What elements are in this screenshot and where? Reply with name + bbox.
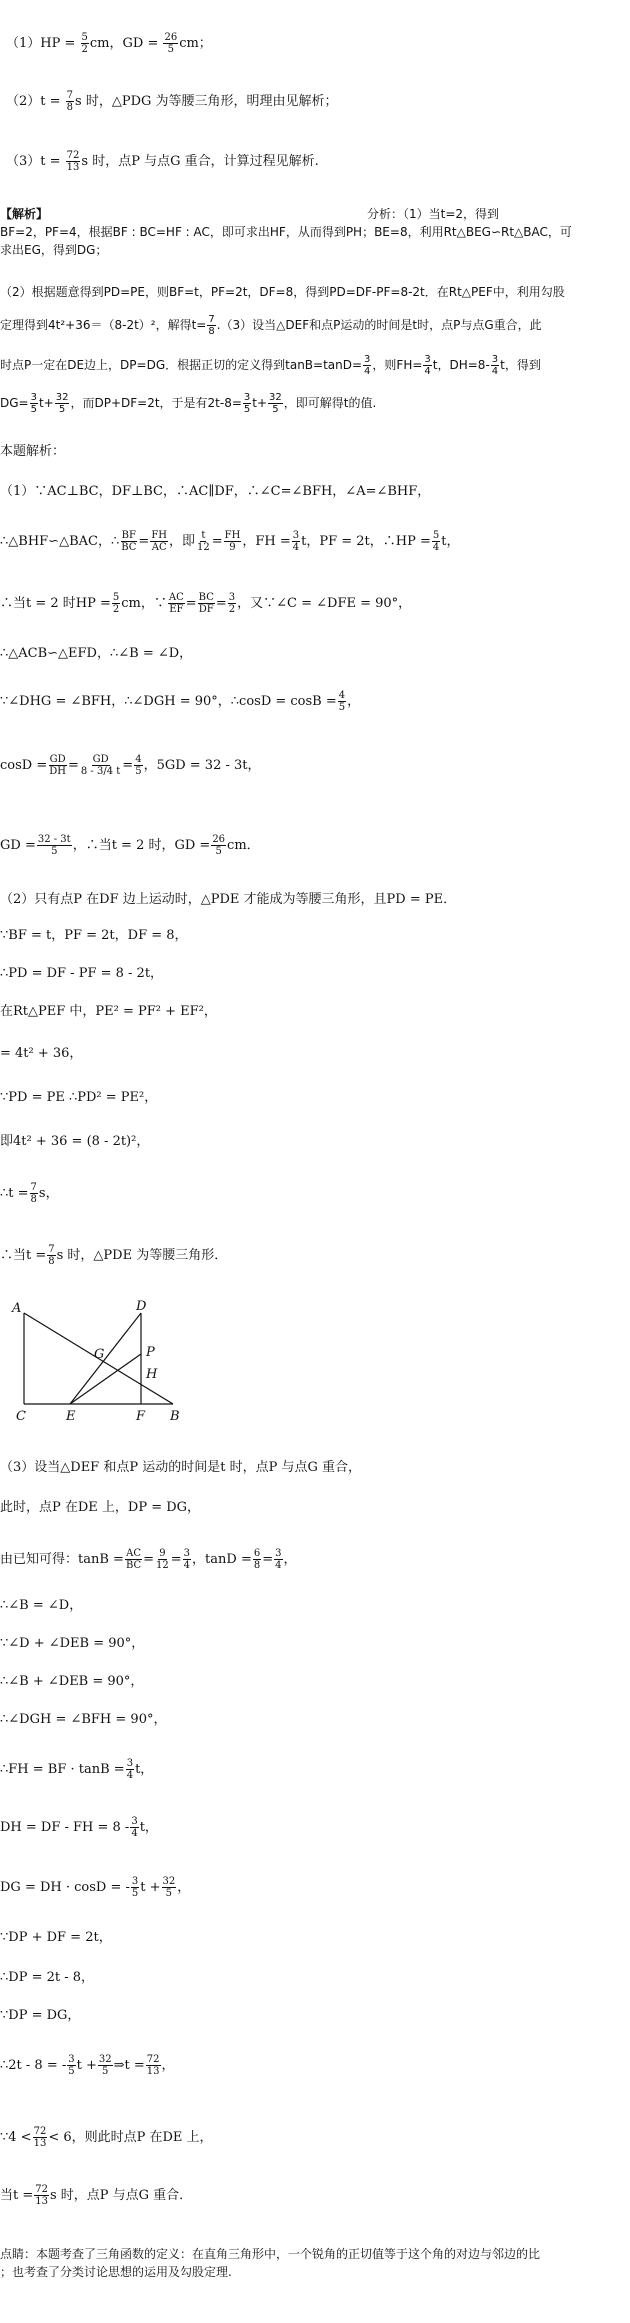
- fraction: $\frac{32}{5}$: [269, 392, 282, 415]
- fraction: $\frac{4}{5}$: [338, 690, 346, 713]
- solution-title: 本题解析：: [0, 444, 66, 459]
- point-label-g: G: [94, 1347, 105, 1362]
- solution-line: ∴PD = DF - PF = 8 - 2t，: [0, 966, 164, 981]
- solution-line: ∵∠D + ∠DEB = 90°，: [0, 1636, 145, 1651]
- solution-line: DG = DH · cosD = - $\frac{3}{5}$ t + $\frac{32}{5}$ ，: [0, 1876, 191, 1899]
- solution-line: ∴△BHF∽△BAC，∴ $\frac{BF}{BC}$ = $\frac{FH}{AC}$ ，即 $\frac{t}{12}$ = $\frac{FH}{9}$ ，FH = $\frac{3}{4}$ t，PF = 2t，∴HP = $\frac{5}{4}$ t，: [0, 530, 460, 553]
- solution-line: ∴∠B + ∠DEB = 90°，: [0, 1674, 144, 1689]
- solution-line: cosD = $\frac{GD}{DH}$ = $\frac{GD}{8 - 3/4 t}$ = $\frac{4}{5}$ ，5GD = 32 - 3t，: [0, 754, 261, 777]
- solution-line: ∵4 < $\frac{72}{13}$ < 6，则此时点P 在DE 上，: [0, 2126, 213, 2149]
- comment-line: 点睛：本题考查了三角函数的定义：在直角三角形中，一个锐角的正切值等于这个角的对边与邻边的比: [0, 2247, 541, 2261]
- analysis-line: 求出EG，得到DG；: [0, 243, 108, 257]
- solution-line: 当t = $\frac{72}{13}$ s 时，点P 与点G 重合．: [0, 2184, 193, 2207]
- answer-2: （2）t = $\frac{7}{8}$ s 时，△PDG 为等腰三角形，明理由见解析；: [6, 90, 338, 113]
- fraction: $\frac{3}{5}$: [68, 2054, 75, 2077]
- fraction: $\frac{7}{8}$: [66, 90, 74, 113]
- solution-line: ∴∠DGH = ∠BFH = 90°，: [0, 1712, 167, 1727]
- solution-line: （3）设当△DEF 和点P 运动的时间是t 时，点P 与点G 重合，: [0, 1460, 361, 1475]
- solution-line: ∵∠DHG = ∠BFH，∴∠DGH = 90°，∴cosD = cosB = $\frac{4}{5}$ ，: [0, 690, 361, 713]
- analysis-right: 分析：（1）当t=2，得到: [367, 207, 500, 221]
- point-label-e: E: [66, 1409, 76, 1424]
- solution-line: DH = DF - FH = 8 - $\frac{3}{4}$ t，: [0, 1816, 158, 1839]
- fraction: $\frac{5}{2}$: [81, 32, 88, 55]
- fraction: $\frac{FH}{9}$: [224, 530, 241, 553]
- solution-line: （2）只有点P 在DF 边上运动时，△PDE 才能成为等腰三角形，且PD = PE．: [0, 892, 457, 907]
- analysis-line: BF=2，PF=4，根据BF : BC=HF : AC，即可求出HF，从而得到PH；BE=8，利用Rt△BEG∽Rt△BAC，可: [0, 225, 572, 239]
- fraction: $\frac{AC}{EF}$: [168, 592, 184, 615]
- analysis-line: DG= $\frac{3}{5}$ t+ $\frac{32}{5}$ ，而DP+DF=2t，于是有2t-8= $\frac{3}{5}$ t+ $\frac{32}{5}$ ，即可解得t的值.: [0, 392, 377, 415]
- fraction: $\frac{3}{4}$: [364, 354, 371, 377]
- fraction: $\frac{32}{5}$: [162, 1876, 176, 1899]
- fraction: $\frac{GD}{8 - 3/4 t}$: [80, 754, 121, 777]
- solution-line: = 4t² + 36，: [0, 1046, 83, 1061]
- point-label-h: H: [146, 1367, 158, 1382]
- fraction: $\frac{4}{5}$: [135, 754, 142, 777]
- solution-line: 此时，点P 在DE 上，DP = DG，: [0, 1500, 201, 1515]
- fraction: $\frac{BC}{DF}$: [198, 592, 214, 615]
- solution-line: ∴t = $\frac{7}{8}$ s，: [0, 1182, 59, 1205]
- fraction: $\frac{BF}{BC}$: [121, 530, 137, 553]
- solution-line: （1）∵AC⊥BC，DF⊥BC，∴AC∥DF，∴∠C=∠BFH，∠A=∠BHF，: [0, 484, 431, 499]
- fraction: $\frac{AC}{BC}$: [125, 1548, 142, 1571]
- solution-line: 由已知可得：tanB = $\frac{AC}{BC}$ = $\frac{9}{12}$ = $\frac{3}{4}$ ，tanD = $\frac{6}{8}$ = $\frac{3}{4}$ ，: [0, 1548, 297, 1571]
- fraction: $\frac{72}{13}$: [35, 2184, 48, 2207]
- fraction: $\frac{GD}{DH}$: [49, 754, 66, 777]
- fraction: $\frac{32}{5}$: [55, 392, 69, 415]
- fraction: $\frac{3}{4}$: [292, 530, 300, 553]
- fraction: $\frac{5}{4}$: [432, 530, 440, 553]
- segment-de: [70, 1313, 141, 1404]
- solution-line: GD = $\frac{32 - 3t}{5}$ ，∴当t = 2 时，GD = $\frac{26}{5}$ cm．: [0, 834, 260, 857]
- solution-line: 即4t² + 36 = (8 - 2t)²，: [0, 1134, 150, 1149]
- solution-line: ∴FH = BF · tanB = $\frac{3}{4}$ t，: [0, 1758, 154, 1781]
- point-label-p: P: [146, 1345, 155, 1360]
- geometry-figure: [0, 1300, 190, 1425]
- fraction: $\frac{7}{8}$: [48, 1244, 55, 1267]
- solution-line: ∴2t - 8 = - $\frac{3}{5}$ t + $\frac{32}{5}$ ⇒t = $\frac{72}{13}$ ，: [0, 2054, 175, 2077]
- fraction: $\frac{5}{2}$: [112, 592, 120, 615]
- comment-line: ；也考查了分类讨论思想的运用及勾股定理.: [0, 2265, 232, 2279]
- fraction: $\frac{7}{8}$: [208, 314, 215, 337]
- fraction: $\frac{3}{2}$: [228, 592, 236, 615]
- analysis-line: 定理得到4t²+36＝（8-2t）²，解得t= $\frac{7}{8}$ .（3）设当△DEF和点P运动的时间是t时，点P与点G重合，此: [0, 314, 542, 337]
- fraction: $\frac{3}{4}$: [126, 1758, 134, 1781]
- fraction: $\frac{3}{4}$: [491, 354, 499, 377]
- solution-line: ∵DP = DG，: [0, 2008, 81, 2023]
- point-label-a: A: [12, 1301, 22, 1316]
- fraction: $\frac{32 - 3t}{5}$: [37, 834, 71, 857]
- solution-line: 在Rt△PEF 中，PE² = PF² + EF²，: [0, 1004, 217, 1019]
- solution-line: ∴∠B = ∠D，: [0, 1598, 83, 1613]
- fraction: $\frac{72}{13}$: [33, 2126, 47, 2149]
- point-label-c: C: [16, 1409, 26, 1424]
- analysis-tag: 【解析】: [0, 207, 49, 221]
- solution-line: ∴DP = 2t - 8，: [0, 1970, 95, 1985]
- analysis-line: 时点P一定在DE边上，DP=DG．根据正切的定义得到tanB=tanD= $\frac{3}{4}$ ，则FH= $\frac{3}{4}$ t，DH=8- $\frac{3}{4}$ t，得到: [0, 354, 541, 377]
- fraction: $\frac{32}{5}$: [98, 2054, 112, 2077]
- fraction: $\frac{FH}{AC}$: [151, 530, 167, 553]
- fraction: $\frac{26}{5}$: [212, 834, 226, 857]
- fraction: $\frac{6}{8}$: [253, 1548, 261, 1571]
- fraction: $\frac{7}{8}$: [30, 1182, 37, 1205]
- fraction: $\frac{3}{5}$: [243, 392, 251, 415]
- solution-line: ∴△ACB∽△EFD，∴∠B = ∠D，: [0, 646, 193, 661]
- fraction: $\frac{3}{4}$: [183, 1548, 191, 1571]
- solution-line: ∵BF = t，PF = 2t，DF = 8，: [0, 928, 188, 943]
- point-label-b: B: [170, 1409, 180, 1424]
- segment-ep: [70, 1354, 141, 1404]
- point-label-f: F: [136, 1409, 146, 1424]
- solution-line: ∵DP + DF = 2t，: [0, 1930, 112, 1945]
- fraction: $\frac{9}{12}$: [156, 1548, 169, 1571]
- analysis-line: （2）根据题意得到PD=PE，则BF=t，PF=2t，DF=8，得到PD=DF-PF=8-2t．在Rt△PEF中，利用勾股: [0, 285, 565, 299]
- solution-line: ∴当t = 2 时HP = $\frac{5}{2}$ cm，∵ $\frac{AC}{EF}$ = $\frac{BC}{DF}$ = $\frac{3}{2}$ ，又∵∠C = ∠DFE = 90°，: [0, 592, 412, 615]
- solution-line: ∴当t = $\frac{7}{8}$ s 时，△PDE 为等腰三角形．: [0, 1244, 228, 1267]
- point-label-d: D: [136, 1300, 147, 1314]
- solution-line: ∵PD = PE ∴PD² = PE²，: [0, 1090, 158, 1105]
- answer-3: （3）t = $\frac{72}{13}$ s 时，点P 与点G 重合，计算过程见解析.: [6, 150, 319, 173]
- answer-1: （1）HP = $\frac{5}{2}$ cm，GD = $\frac{26}{5}$ cm；: [6, 32, 212, 55]
- fraction: $\frac{26}{5}$: [164, 32, 178, 55]
- fraction: $\frac{72}{13}$: [146, 2054, 160, 2077]
- fraction: $\frac{t}{12}$: [197, 530, 210, 553]
- fraction: $\frac{72}{13}$: [66, 150, 80, 173]
- fraction: $\frac{3}{5}$: [30, 392, 37, 415]
- fraction: $\frac{3}{5}$: [131, 1876, 139, 1899]
- fraction: $\frac{3}{4}$: [275, 1548, 282, 1571]
- fraction: $\frac{3}{4}$: [131, 1816, 138, 1839]
- fraction: $\frac{3}{4}$: [424, 354, 431, 377]
